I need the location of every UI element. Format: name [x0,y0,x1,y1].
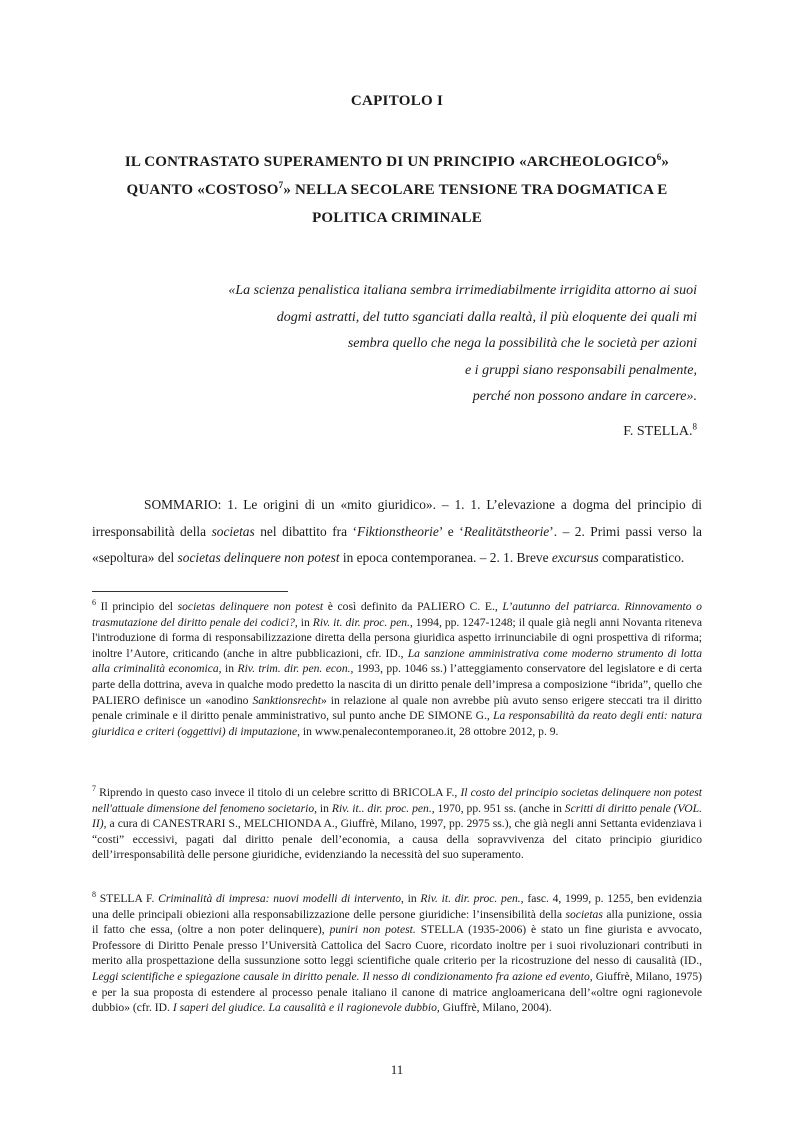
footnote-text: è così definito da PALIERO C. E., [323,600,503,613]
title-part-3: » NELLA SECOLARE TENSIONE TRA DOGMATICA E POLITICA CRIMINALE [283,182,668,226]
footnote-italic: Riv. it.. dir. proc. pen., [331,801,435,815]
footnote-italic: Scritti di diritto penale (VOL. II), [92,801,702,831]
summary-italic: societas [211,523,255,539]
summary-italic: excursus [551,550,599,565]
summary-text: comparatistico. [598,550,685,565]
summary-text: in epoca contemporanea. – 2. 1. Breve [339,550,552,565]
summary-italic: societas delinquere non potest [177,550,340,565]
footnote-text: , in www.penalecontemporaneo.it, 28 ottobre 2012, p. 9. [297,724,559,738]
summary-text: ’. – 2. Primi passi verso la «sepoltura» del [92,523,702,565]
footnote-italic: Riv. it. dir. proc. pen., [312,615,413,629]
footnote-text: , in [218,662,238,676]
footnote-text: Giuffrè, Milano, 2004). [439,1001,552,1015]
footnote-ref-7[interactable]: 7 [278,180,284,190]
title-part-2: » QUANTO «COSTOSO [126,154,670,198]
footnote-italic: Leggi scientifiche e spiegazione causale in diritto penale. Il nesso di condizionamento fra azione ed evento, [92,969,593,983]
footnote-text: fasc. 4, 1999, p. 1255, ben evidenzia una delle principali obiezioni alla responsabilizzazione delle persone giuridiche: l’insensibilità della [92,892,703,921]
summary-paragraph [92,492,702,572]
summary-text: ’ e ‘ [438,523,464,539]
footnote-italic: La sanzione amministrativa come moderno strumento di lotta alla criminalità economica [92,646,702,676]
footnote-italic: Il costo del principio societas delinquere non potest nell'attuale dimensione del fenomeno societario, [92,786,702,815]
footnote-text: a cura di CANESTRARI S., MELCHIONDA A., Giuffrè, Milano, 1997, pp. 2975 ss.), che già negli anni Settanta evidenziava i “costi” eccessivi, pagati dal diritto penale dell’economia, a causa della sopravvivenza del citato principio giuridico dell’irresponsabilità delle persone giuridiche, evidenziando la necessità del suo superamento. [92,817,702,862]
summary-italic: Fiktionstheorie [357,523,439,539]
footnote-text: STELLA (1935-2006) è stato un fine giurista e avvocato, Professore di Diritto Penale presso l’Università Cattolica del Sacro Cuore, ricordato inoltre per i suoi rivoluzionari contributi in merito alla prospettazione della sussunzione sotto leggi scientifiche quale criterio per la ricostruzione del nesso di causalità (ID., [92,923,702,968]
footnote-italic: Criminalità di impresa: nuovi modelli di intervento [158,892,402,905]
epigraph-line: perché non possono andare in carcere». [472,389,697,404]
footnote-text: in [297,615,313,629]
footnote-italic: puniri non potest. [329,923,416,937]
epigraph-quote [228,278,697,411]
footnote-italic: societas delinquere non potest [177,600,324,613]
footnote-italic: I saperi del giudice. La causalità e il ragionevole dubbio, [172,1001,440,1015]
footnote-text: STELLA F. [96,892,159,905]
footnote-italic: Riv. trim. dir. pen. econ., [237,662,354,676]
footnote-text: Giuffrè, Milano, 1975) e per la sua proposta di estendere al processo penale italiano il canone di matrice angloamericana dell’«oltre ogni ragionevole dubbio» (cfr. ID. [92,969,702,1015]
footnote-italic: Sanktionsrecht [252,693,321,707]
footnote-ref-8[interactable]: 8 [692,421,697,432]
footnote-7 [92,785,702,863]
chapter-heading: CAPITOLO I [350,93,444,109]
epigraph-line: «La scienza penalistica italiana sembra irrimediabilmente irrigidita attorno ai suoi [228,283,697,298]
footnote-text: Il principio del [96,600,178,613]
footnote-number: 7 [92,784,96,794]
footnote-text: 1993, pp. 1046 ss.) l’atteggiamento conservatore del legislatore e di certa parte della dottrina, aveva in qualche modo predetto la nascita di un diritto penale dell’impresa a composizione “ibrida”, quello che PALIERO definisce un «anodino [92,662,702,707]
footnote-text: Riprendo in questo caso invece il titolo di un celebre scritto di BRICOLA F., [96,786,461,799]
footnote-ref-6[interactable]: 6 [656,152,662,162]
summary-text: nel dibattito fra ‘ [254,523,358,539]
summary-text: SOMMARIO: 1. Le origini di un «mito giuridico». – 1. 1. L’elevazione a dogma del principio di irresponsabilità della [92,497,702,539]
footnote-text: , in [401,892,421,905]
epigraph-author [623,421,697,440]
author-name: F. STELLA. [623,424,693,439]
summary-italic: Realitätstheorie [463,523,550,539]
footnote-6 [92,599,702,739]
footnote-number: 6 [92,598,96,608]
footnote-text: 1970, pp. 951 ss. (anche in [434,801,565,815]
footnote-italic: societas [565,907,603,921]
footnote-8 [92,891,702,1016]
footnote-italic: La responsabilità da reato degli enti: natura giuridica e criteri (oggettivi) di imputazione [92,709,702,738]
title-part-1: IL CONTRASTATO SUPERAMENTO DI UN PRINCIPIO «ARCHEOLOGICO [124,154,657,170]
footnote-italic: L’autunno del patriarca. Rinnovamento o trasmutazione del diritto penale dei codici?, [92,600,702,629]
footnote-italic: Riv. it. dir. proc. pen., [420,892,524,905]
footnote-text: alla punizione, ossia il fatto che essa, (oltre a non poter delinquere), [92,907,703,937]
footnote-text: 1994, pp. 1247-1248; il quale già negli anni Novanta riteneva l'introduzione di forma di responsabilizzazione diretta della persona giuridica aspetto irrinunciabile di ogni prospettiva di riforma; inoltre l’Autore, criticando (anche in altre pubblicazioni, cfr. ID., [92,615,702,660]
epigraph-line: e i gruppi siano responsabili penalmente, [464,362,697,378]
footnote-text: » in relazione al quale non avrebbe più avuto senso erigere steccati tra il diritto penale criminale e il diritto penale amministrativo, sul punto anche DE SIMONE G., [92,693,702,723]
epigraph-line: sembra quello che nega la possibilità che le società per azioni [347,336,697,351]
footnote-separator [92,591,288,592]
footnote-text: in [317,801,332,815]
chapter-title [92,148,702,232]
epigraph-line: dogmi astratti, del tutto sganciati dalla realtà, il più eloquente dei quali mi [276,309,697,325]
page-number: 11 [390,1062,404,1077]
footnote-number: 8 [92,890,96,900]
